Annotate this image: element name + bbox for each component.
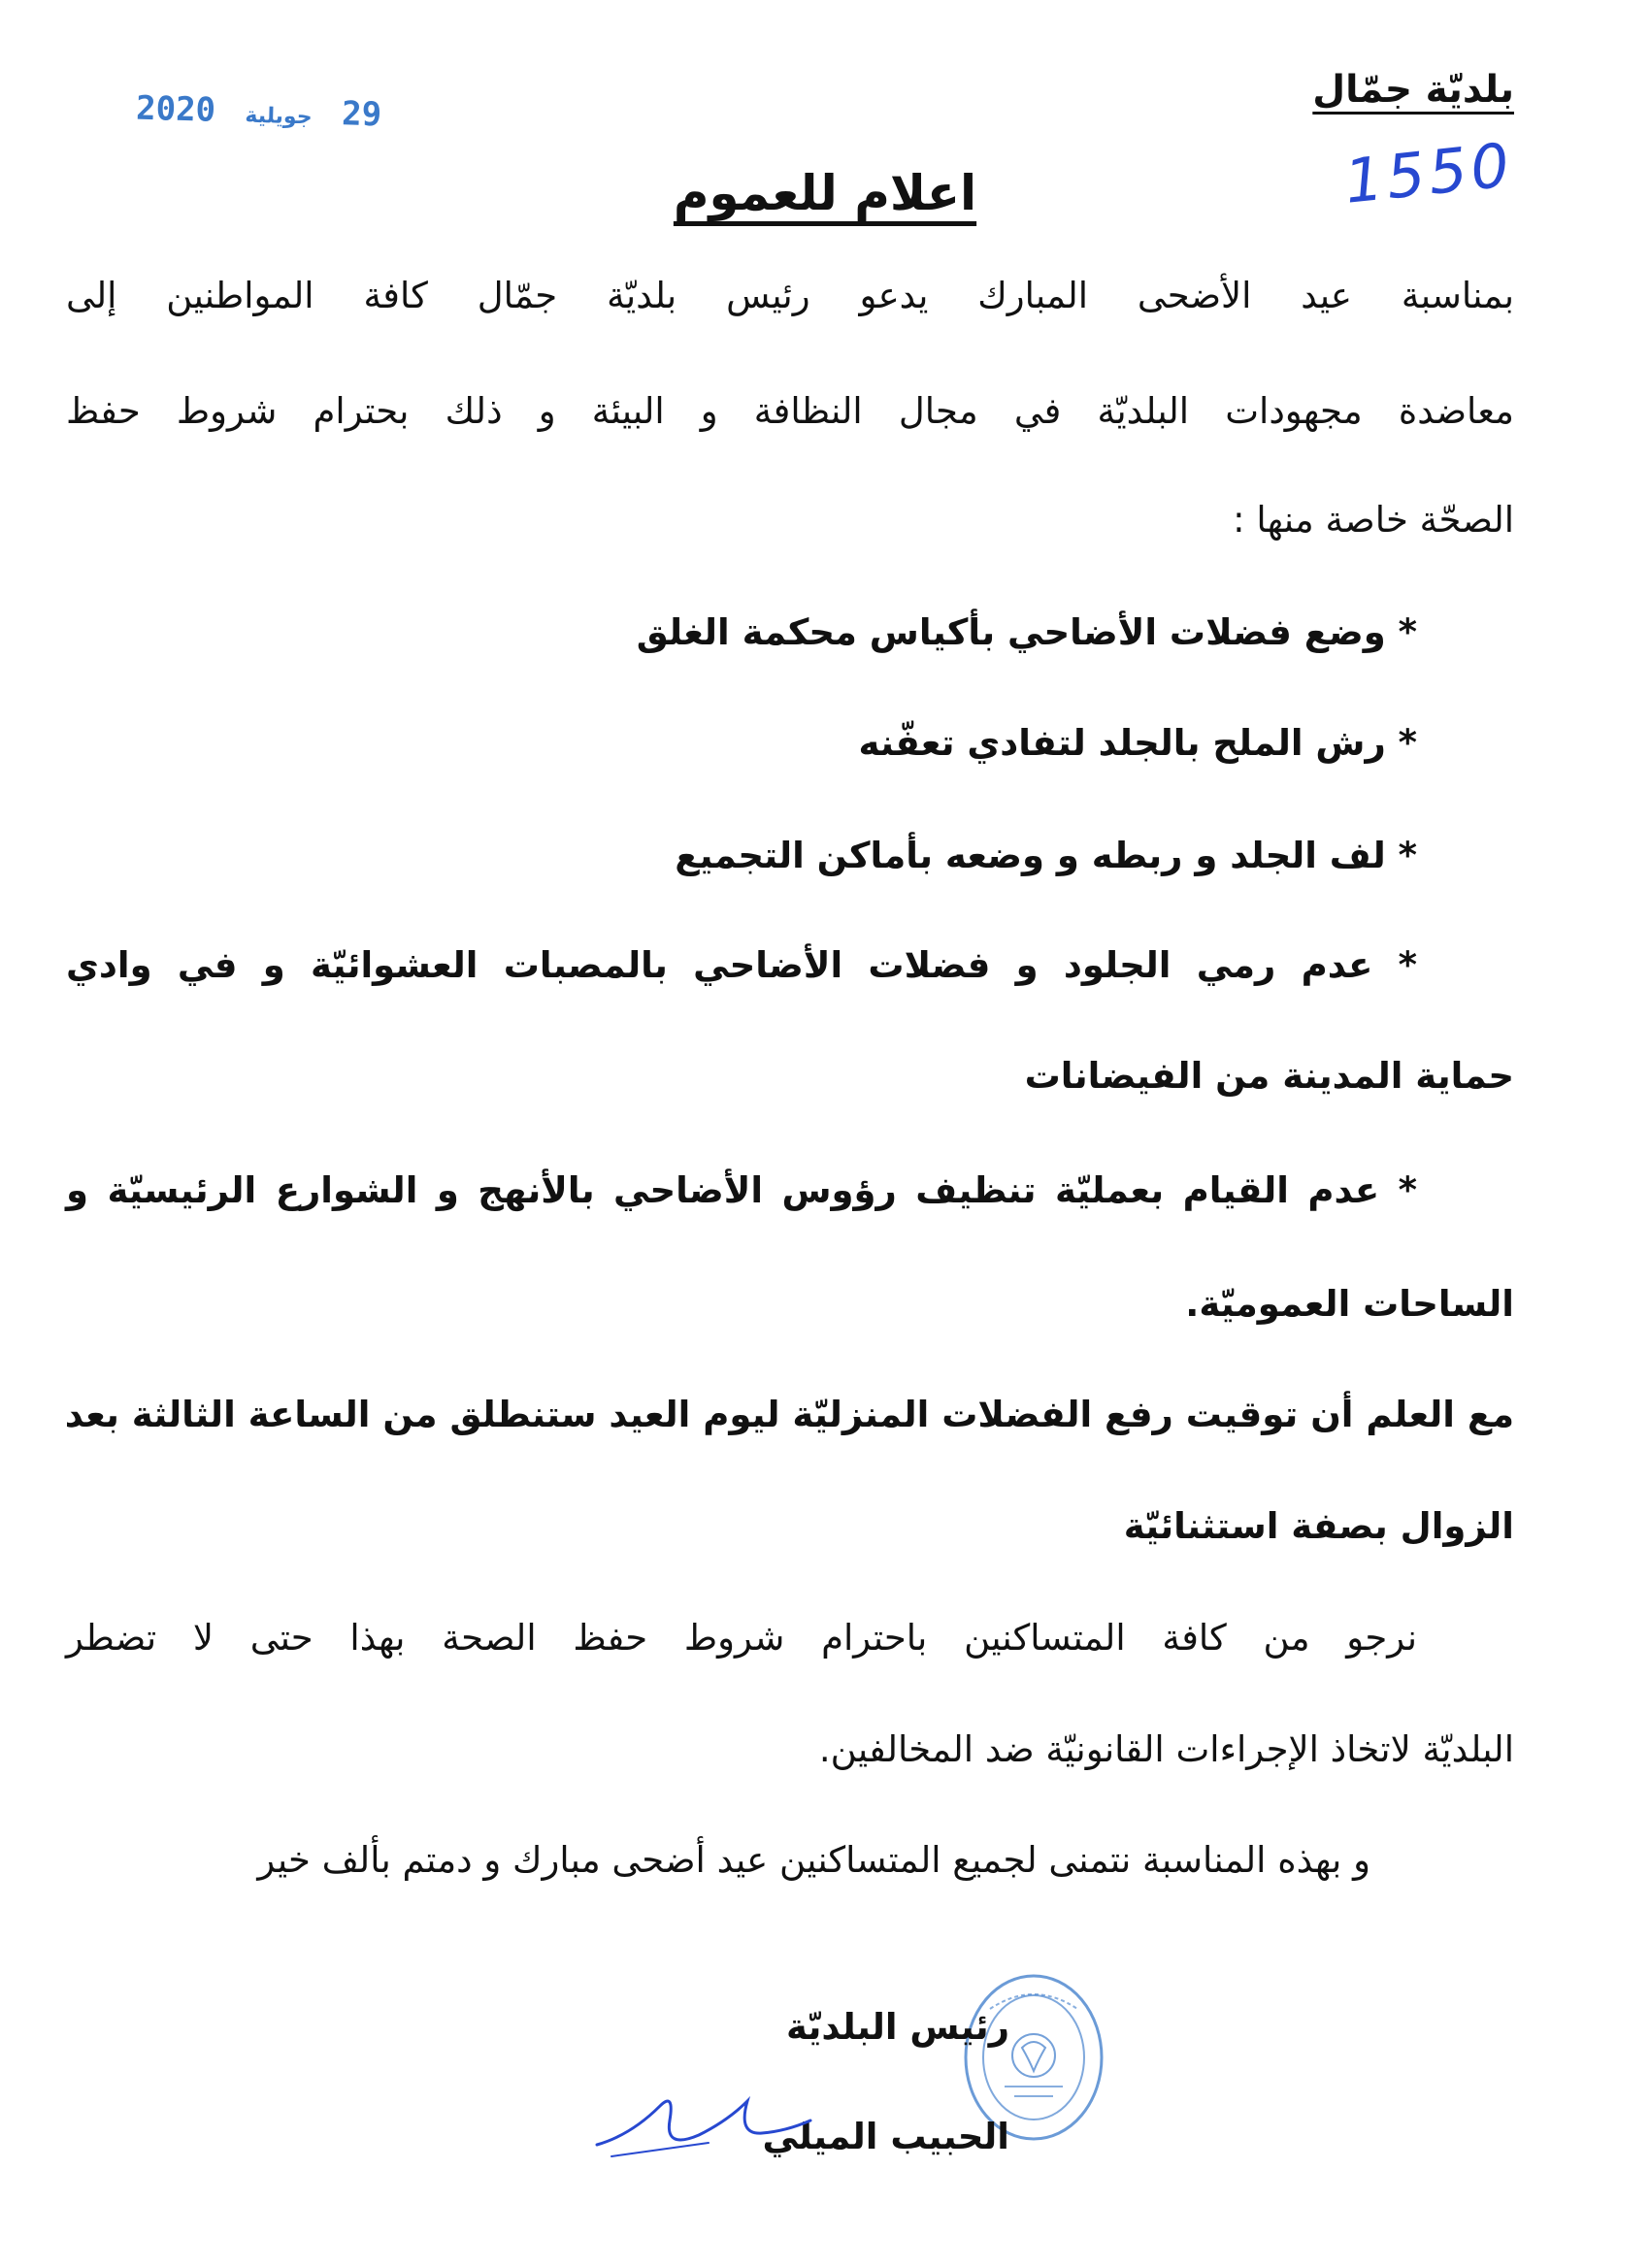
instruction-item: * وضع فضلات الأضاحي بأكياس محكمة الغلق (636, 611, 1417, 653)
intro-line: معاضدة مجهودات البلديّة في مجال النظافة و البيئة و ذلك بحترام شروط حفظ (66, 390, 1514, 432)
signature-role: رئيس البلديّة (786, 2006, 1009, 2048)
date-stamp-month: جويلية (245, 103, 313, 130)
instruction-item: * لف الجلد و ربطه و وضعه بأماكن التجميع (675, 835, 1417, 876)
instruction-item-continuation: حماية المدينة من الفيضانات (1024, 1055, 1514, 1097)
date-stamp (135, 89, 381, 147)
signature-name: الحبيب الميلي (762, 2116, 1009, 2157)
greeting-line: و بهذه المناسبة نتمنى لجميع المتساكنين عيد أضحى مبارك و دمتم بألف خير (257, 1839, 1370, 1881)
date-stamp-day: 29 (341, 94, 382, 135)
municipality-name: بلديّة جمّال (1312, 68, 1514, 112)
instruction-item: * عدم رمي الجلود و فضلات الأضاحي بالمصبات العشوائيّة و في وادي (66, 944, 1417, 986)
collection-note-line: الزوال بصفة استثنائيّة (1123, 1505, 1514, 1547)
instruction-item: * رش الملح بالجلد لتفادي تعفّنه (858, 722, 1417, 764)
date-stamp-year: 2020 (135, 88, 216, 130)
collection-note-line: مع العلم أن توقيت رفع الفضلات المنزليّة ليوم العيد ستنطلق من الساعة الثالثة بعد (64, 1394, 1514, 1435)
intro-line: بمناسبة عيد الأضحى المبارك يدعو رئيس بلديّة جمّال كافة المواطنين إلى (66, 275, 1514, 316)
request-line: نرجو من كافة المتساكنين باحترام شروط حفظ الصحة بهذا حتى لا تضطر (66, 1617, 1417, 1659)
intro-line: الصحّة خاصة منها : (1233, 499, 1514, 541)
request-line: البلديّة لاتخاذ الإجراءات القانونيّة ضد المخالفين. (818, 1728, 1514, 1770)
reference-number: 1550 (1340, 129, 1517, 217)
instruction-item: * عدم القيام بعمليّة تنظيف رؤوس الأضاحي بالأنهج و الشوارع الرئيسيّة و (66, 1169, 1417, 1211)
notice-title: اعلام للعموم (673, 165, 977, 221)
handwritten-signature (592, 2067, 815, 2164)
instruction-item-continuation: الساحات العموميّة. (1185, 1283, 1514, 1325)
